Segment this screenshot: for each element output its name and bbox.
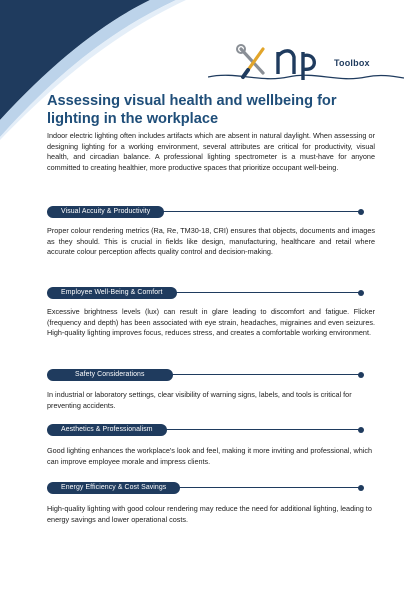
section-body: In industrial or laboratory settings, clear visibility of warning signs, labels, and tools is critical for preventing accidents.	[47, 390, 352, 410]
section-body: Good lighting enhances the workplace's look and feel, making it more inviting and professional, which can improve employee morale and impress clients.	[47, 446, 373, 466]
section-heading-bar	[47, 287, 364, 299]
section-heading: Visual Accuity & Productivity	[47, 206, 164, 218]
logo-wordmark: Toolbox	[334, 58, 370, 68]
title-line-1: Assessing visual health and wellbeing for	[47, 93, 337, 109]
intro-paragraph: Indoor electric lighting often includes artifacts which are absent in natural daylight. When assessing or designing lighting for a working environment, several attributes are critical for productivity, visual health, and circadian balance. A professional lighting spectrometer is a must-have for anyone committed to creating healthier, more productive spaces that prioritize occupant well-being.	[47, 131, 375, 172]
heading-dot	[358, 290, 364, 296]
tools-icon	[237, 45, 263, 77]
section-body: High-quality lighting with good colour rendering may reduce the need for additional lighting, leading to energy savings and lower operational costs.	[47, 504, 372, 524]
section-heading-bar	[47, 424, 364, 436]
section-heading-bar	[47, 369, 364, 381]
section-heading: Employee Well-Being & Comfort	[47, 287, 177, 299]
heading-dot	[358, 485, 364, 491]
section-body: Proper colour rendering metrics (Ra, Re, TM30-18, CRI) ensures that objects, documents and images as they should. This is crucial in fields like design, manufacturing, healthcare and retail where accurate colour perception affects quality control and decision-making.	[47, 226, 375, 257]
title-line-2: lighting in the workplace	[47, 111, 219, 127]
section-body: Excessive brightness levels (lux) can result in glare leading to discomfort and fatigue. Flicker (frequency and depth) has been associated with eye strain, headaches, migraines and even seizures. High-quality lighting improves focus, reduces stress, and creates a comfortable working environment.	[47, 307, 375, 338]
heading-dot	[358, 209, 364, 215]
section-heading: Aesthetics & Professionalism	[47, 424, 167, 436]
section-heading-bar	[47, 206, 364, 218]
heading-dot	[358, 372, 364, 378]
page-title	[47, 92, 377, 128]
section-heading: Safety Considerations	[47, 369, 173, 381]
heading-dot	[358, 427, 364, 433]
brand-logo	[208, 44, 404, 84]
section-heading-bar	[47, 482, 364, 494]
section-heading: Energy Efficiency & Cost Savings	[47, 482, 180, 494]
